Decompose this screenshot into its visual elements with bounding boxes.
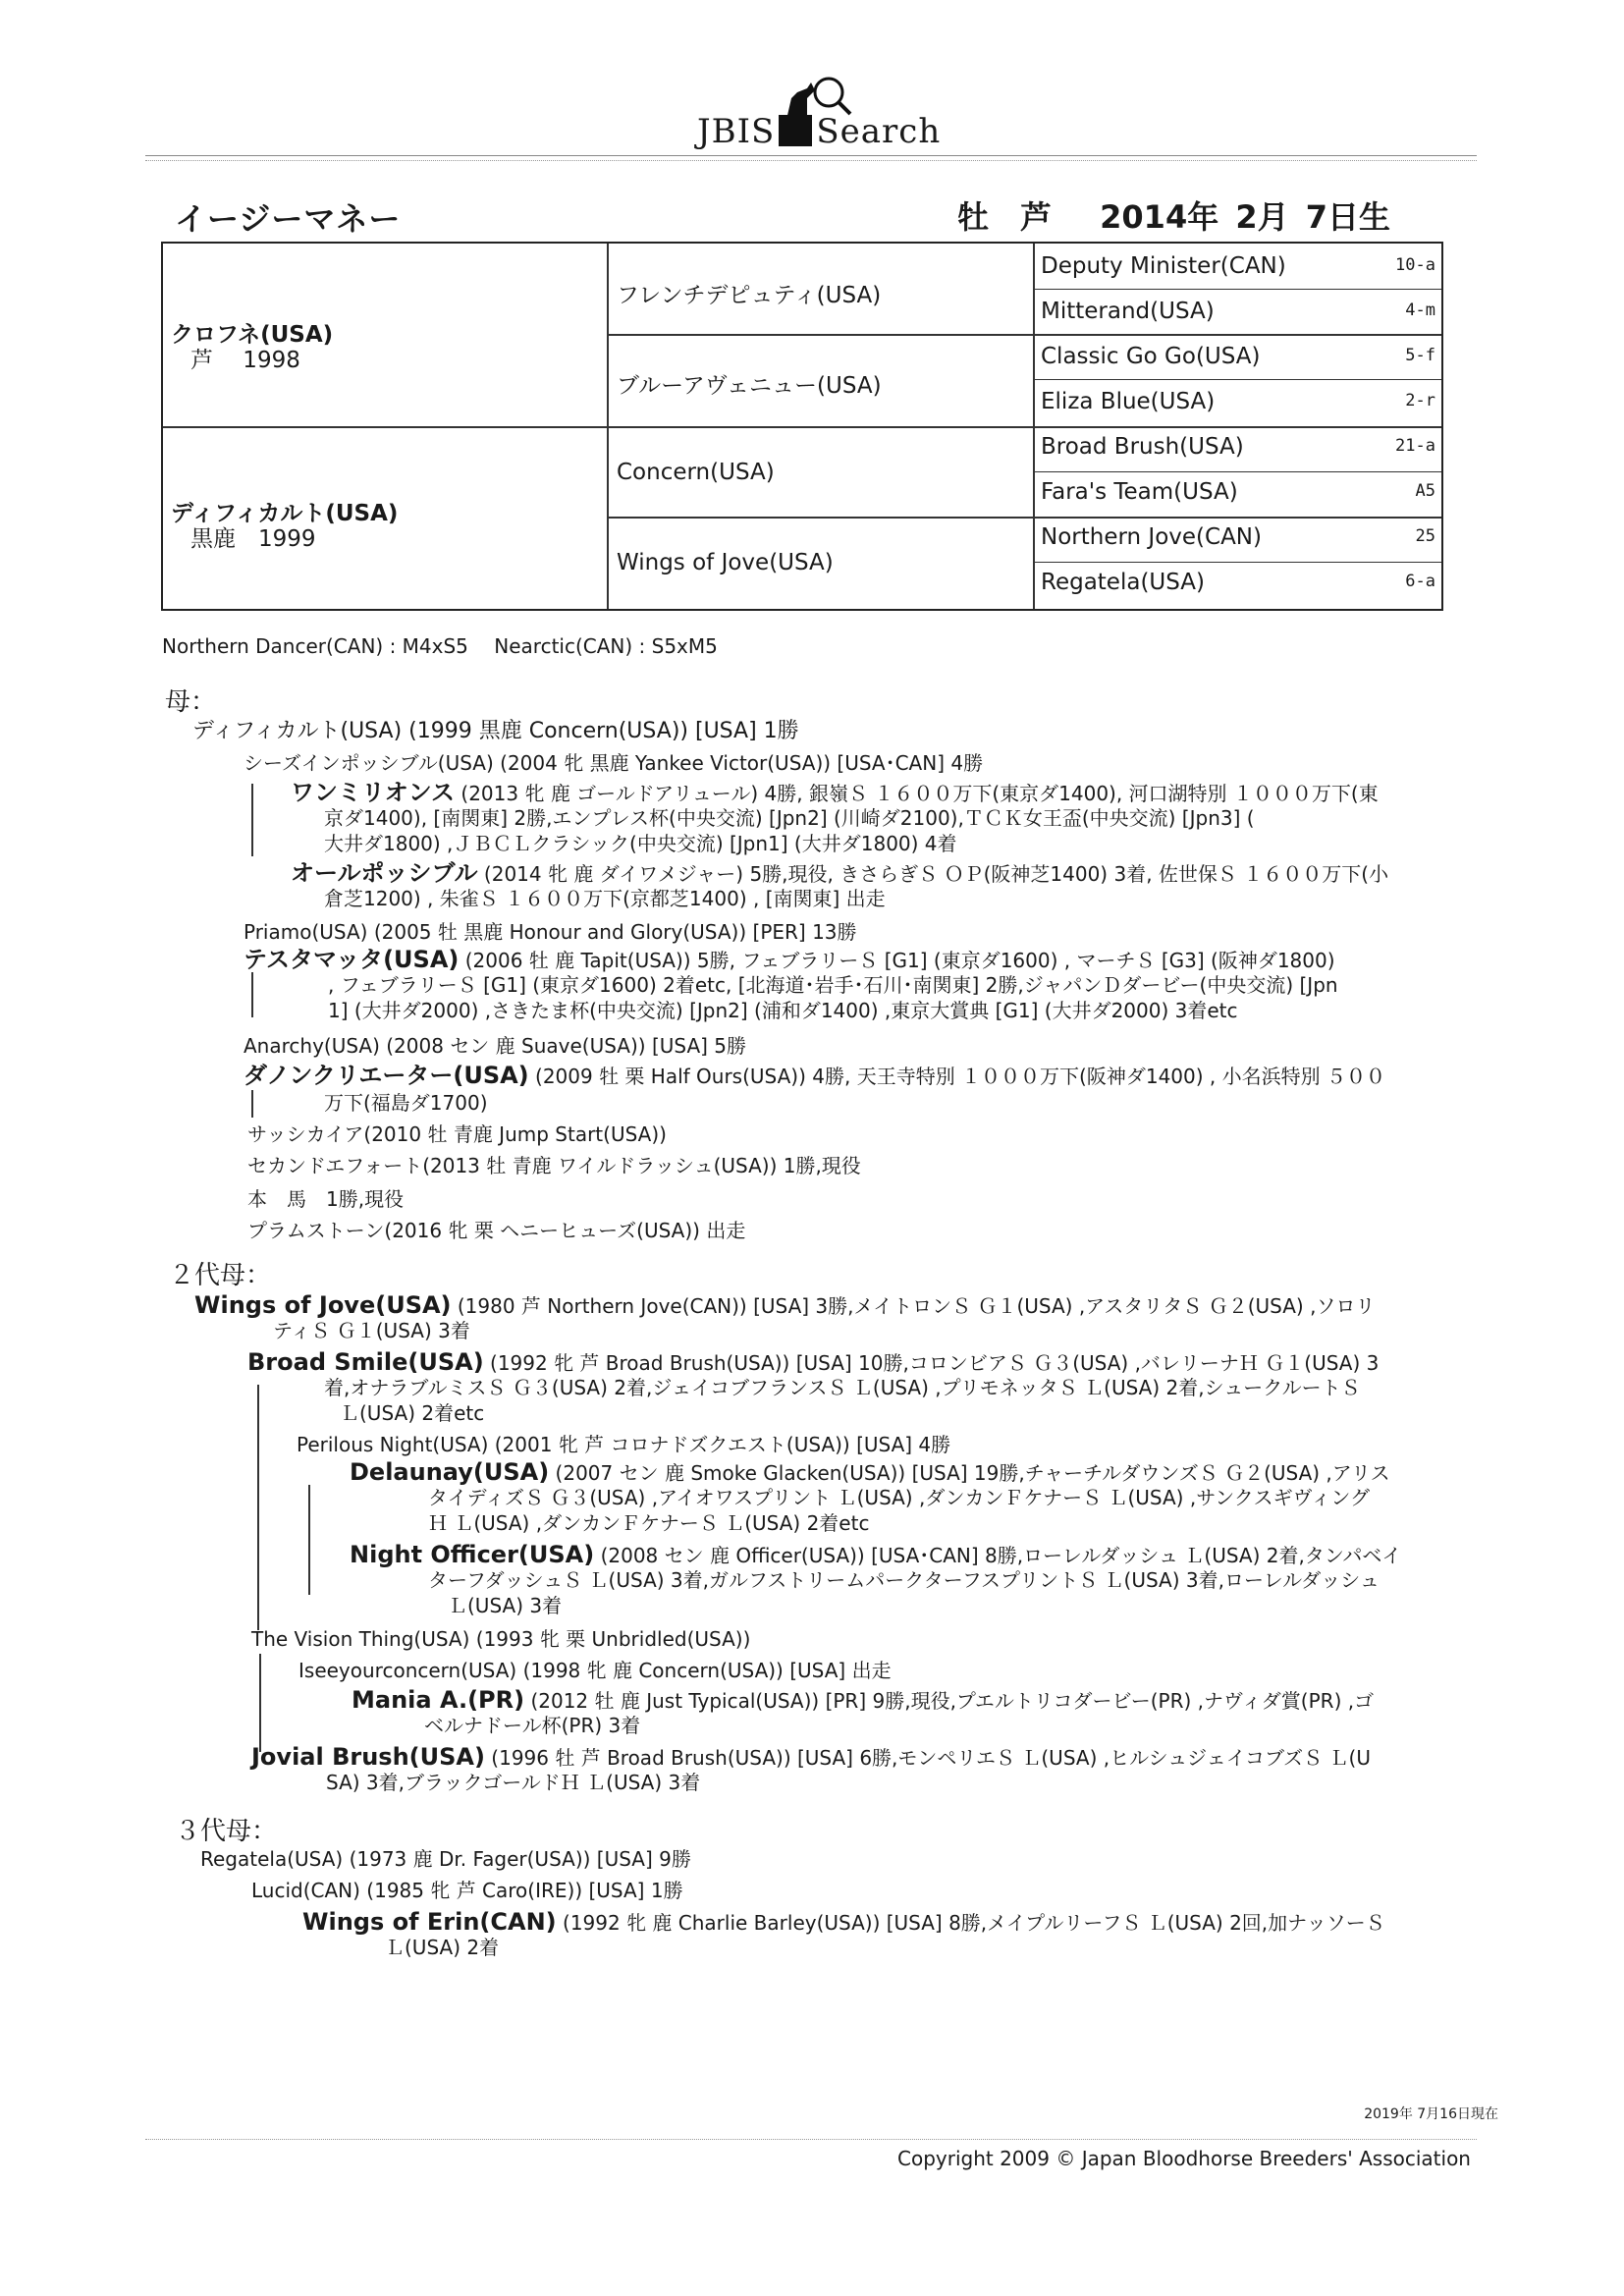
- offspring-record: Mania A.(PR) (2012 牡 鹿 Just Typical(USA)) [PR] 9勝,現役,プエルトリコダービー(PR) ,ナヴィダ賞(PR) ,ゴ: [352, 1686, 1375, 1714]
- horse-name-bold: オールポッシブル: [291, 859, 478, 887]
- family-number: 10-a: [1395, 255, 1435, 275]
- offspring-record: オールポッシブル (2014 牝 鹿 ダイワメジャー) 5勝,現役, きさらぎＳ ＯＰ(阪神芝1400) 3着, 佐世保Ｓ １６００万下(小: [291, 859, 1389, 887]
- offspring-record: ダノンクリエーター(USA) (2009 牡 栗 Half Ours(USA)) 4勝, 天王寺特別 １０００万下(阪神ダ1400) , 小名浜特別 ５００: [244, 1062, 1385, 1089]
- dam-color-year: 黒鹿 1999: [190, 526, 316, 552]
- offspring-record-cont: Ｈ Ｌ(USA) ,ダンカンＦケナーＳ Ｌ(USA) 2着etc: [428, 1511, 870, 1535]
- horse-name-bold: Wings of Jove(USA): [194, 1291, 452, 1319]
- gen3-ancestor: Deputy Minister(CAN): [1041, 253, 1286, 279]
- family-number: A5: [1415, 481, 1435, 501]
- horse-name-bold: テスタマッタ(USA): [244, 946, 460, 973]
- offspring-record-cont: Ｌ(USA) 2着etc: [340, 1401, 485, 1425]
- offspring-record-cont: 1] (大井ダ2000) ,さきたま杯(中央交流) [Jpn2] (浦和ダ1400) ,東京大賞典 [G1] (大井ダ2000) 3着etc: [328, 999, 1238, 1022]
- section-dam: 母：: [165, 687, 217, 717]
- offspring-record: サッシカイア(2010 牡 青鹿 Jump Start(USA)): [247, 1122, 667, 1146]
- offspring-record-cont: , フェブラリーＳ [G1] (東京ダ1600) 2着etc, [北海道･岩手･石川･南関東] 2勝,ジャパンＤダービー(中央交流) [Jpn: [328, 973, 1338, 997]
- lineage-bar: [257, 1385, 259, 1630]
- horse-sex-color-birthdate: 牡 芦 2014年 2月 7日生: [957, 198, 1391, 236]
- gen2-dam-sire: Concern(USA): [617, 460, 775, 485]
- offspring-record: テスタマッタ(USA) (2006 牡 鹿 Tapit(USA)) 5勝, フェブラリーＳ [G1] (東京ダ1600) , マーチＳ [G3] (阪神ダ1800): [244, 946, 1335, 973]
- header-rule: [145, 155, 1477, 156]
- horse-name-bold: Mania A.(PR): [352, 1686, 525, 1714]
- gen3-ancestor: Mitterand(USA): [1041, 299, 1215, 324]
- offspring-record: ワンミリオンス (2013 牝 鹿 ゴールドアリュール) 4勝, 銀嶺Ｓ １６００万下(東京ダ1400), 河口湖特別 １０００万下(東: [291, 779, 1379, 806]
- gen2-sire-sire: フレンチデピュティ(USA): [617, 283, 882, 308]
- lineage-bar: [251, 972, 253, 1017]
- family-number: 25: [1415, 526, 1435, 546]
- family-number: 6-a: [1405, 572, 1435, 591]
- gen3-ancestor: Northern Jove(CAN): [1041, 524, 1262, 550]
- gen3-ancestor: Classic Go Go(USA): [1041, 344, 1261, 369]
- lineage-bar: [251, 1090, 253, 1118]
- pedigree-table: [161, 242, 1443, 611]
- as-of-date: 2019年 7月16日現在: [1364, 2106, 1498, 2122]
- horse-name-bold: ワンミリオンス: [291, 779, 456, 806]
- offspring-record: Anarchy(USA) (2008 セン 鹿 Suave(USA)) [USA] 5勝: [244, 1034, 747, 1058]
- offspring-record-cont: 着,オナラブルミスＳ Ｇ３(USA) 2着,ジェイコブフランスＳ Ｌ(USA) ,プリモネッタＳ Ｌ(USA) 2着,シュークルートＳ: [324, 1376, 1361, 1399]
- jbis-search-logo: [687, 69, 952, 157]
- offspring-record: Priamo(USA) (2005 牡 黒鹿 Honour and Glory(USA)) [PER] 13勝: [244, 920, 857, 944]
- sire-name: クロフネ(USA): [171, 322, 334, 348]
- this-horse-record: 本 馬 1勝,現役: [247, 1187, 405, 1211]
- offspring-record-cont: 倉芝1200) , 朱雀Ｓ １６００万下(京都芝1400) , [南関東] 出走: [324, 887, 886, 910]
- second-dam-record-cont: ティＳ Ｇ１(USA) 3着: [273, 1319, 470, 1342]
- offspring-record: Night Officer(USA) (2008 セン 鹿 Officer(USA)) [USA･CAN] 8勝,ローレルダッシュ Ｌ(USA) 2着,タンパベイ: [350, 1541, 1402, 1568]
- offspring-record-cont: 万下(福島ダ1700): [324, 1091, 488, 1115]
- horse-name: イージーマネー: [175, 200, 402, 238]
- gen3-ancestor: Regatela(USA): [1041, 570, 1205, 595]
- section-second-dam: ２代母：: [169, 1261, 272, 1290]
- lineage-bar: [259, 1654, 261, 1752]
- horse-name-bold: Night Officer(USA): [350, 1541, 595, 1568]
- offspring-record: セカンドエフォート(2013 牡 青鹿 ワイルドラッシュ(USA)) 1勝,現役: [247, 1154, 861, 1177]
- logo-search: Search: [816, 112, 942, 151]
- gen3-ancestor: Eliza Blue(USA): [1041, 389, 1216, 414]
- family-number: 5-f: [1405, 346, 1435, 365]
- offspring-record: Wings of Erin(CAN) (1992 牝 鹿 Charlie Barley(USA)) [USA] 8勝,メイプルリーフＳ Ｌ(USA) 2回,加ナッソーＳ: [302, 1908, 1385, 1936]
- offspring-record-cont: ベルナドール杯(PR) 3着: [424, 1714, 641, 1737]
- dam-record: ディフィカルト(USA) (1999 黒鹿 Concern(USA)) [USA] 1勝: [192, 719, 799, 743]
- offspring-record-cont: 京ダ1400), [南関東] 2勝,エンプレス杯(中央交流) [Jpn2] (川崎ダ2100),ＴＣＫ女王盃(中央交流) [Jpn3] (: [324, 806, 1255, 830]
- horse-name-bold: ダノンクリエーター(USA): [244, 1062, 529, 1089]
- offspring-record: Delaunay(USA) (2007 セン 鹿 Smoke Glacken(USA)) [USA] 19勝,チャーチルダウンズＳ Ｇ２(USA) ,アリス: [350, 1458, 1390, 1486]
- family-number: 21-a: [1395, 436, 1435, 456]
- dam-name: ディフィカルト(USA): [171, 501, 399, 526]
- footer-rule: [145, 2139, 1477, 2140]
- gen2-dam-dam: Wings of Jove(USA): [617, 550, 834, 575]
- family-number: 4-m: [1405, 301, 1435, 320]
- offspring-record-cont: SA) 3着,ブラックゴールドＨ Ｌ(USA) 3着: [326, 1771, 701, 1794]
- horse-name-bold: Delaunay(USA): [350, 1458, 550, 1486]
- family-number: 2-r: [1405, 391, 1435, 410]
- offspring-record-cont: 大井ダ1800) ,ＪＢＣＬクラシック(中央交流) [Jpn1] (大井ダ1800) 4着: [324, 832, 957, 855]
- gen3-ancestor: Broad Brush(USA): [1041, 434, 1244, 460]
- offspring-record: Jovial Brush(USA) (1996 牡 芦 Broad Brush(USA)) [USA] 6勝,モンペリエＳ Ｌ(USA) ,ヒルシュジェイコブズＳ Ｌ(U: [251, 1743, 1371, 1771]
- offspring-record-cont: タイディズＳ Ｇ３(USA) ,アイオワスプリント Ｌ(USA) ,ダンカンＦケナーＳ Ｌ(USA) ,サンクスギヴィング: [428, 1486, 1370, 1509]
- horse-name-bold: Wings of Erin(CAN): [302, 1908, 557, 1936]
- offspring-record: プラムストーン(2016 牝 栗 ヘニーヒューズ(USA)) 出走: [247, 1219, 746, 1242]
- logo-box-icon: [779, 115, 812, 146]
- copyright: Copyright 2009 © Japan Bloodhorse Breeders' Association: [897, 2147, 1471, 2170]
- offspring-record-cont: ターフダッシュＳ Ｌ(USA) 3着,ガルフストリームパークターフスプリントＳ Ｌ(USA) 3着,ローレルダッシュ: [428, 1568, 1380, 1592]
- offspring-record: Lucid(CAN) (1985 牝 芦 Caro(IRE)) [USA] 1勝: [251, 1879, 683, 1902]
- lineage-bar: [308, 1485, 310, 1595]
- sire-color-year: 芦 1998: [190, 348, 300, 373]
- inbreeding-note: Northern Dancer(CAN) : M4xS5 Nearctic(CAN) : S5xM5: [162, 634, 718, 658]
- offspring-record: シーズインポッシブル(USA) (2004 牝 黒鹿 Yankee Victor(USA)) [USA･CAN] 4勝: [244, 751, 984, 775]
- header-rule-dotted: [145, 160, 1477, 161]
- offspring-record-cont: Ｌ(USA) 3着: [448, 1594, 563, 1617]
- offspring-record-cont: Ｌ(USA) 2着: [385, 1936, 500, 1959]
- lineage-bar: [251, 784, 253, 856]
- second-dam-record: Wings of Jove(USA) (1980 芦 Northern Jove(CAN)) [USA] 3勝,メイトロンＳ Ｇ１(USA) ,アスタリタＳ Ｇ２(USA) ,ソロリ: [194, 1291, 1376, 1319]
- gen3-ancestor: Fara's Team(USA): [1041, 479, 1238, 505]
- offspring-record: Iseeyourconcern(USA) (1998 牝 鹿 Concern(USA)) [USA] 出走: [298, 1659, 892, 1682]
- logo-jbis: JBIS: [697, 112, 776, 151]
- horse-name-bold: Jovial Brush(USA): [251, 1743, 485, 1771]
- offspring-record: Broad Smile(USA) (1992 牝 芦 Broad Brush(USA)) [USA] 10勝,コロンビアＳ Ｇ３(USA) ,バレリーナＨ Ｇ１(USA) 3: [247, 1348, 1380, 1376]
- gen2-sire-dam: ブルーアヴェニュー(USA): [617, 373, 882, 399]
- section-third-dam: ３代母：: [175, 1817, 278, 1846]
- third-dam-record: Regatela(USA) (1973 鹿 Dr. Fager(USA)) [USA] 9勝: [200, 1847, 691, 1871]
- offspring-record: Perilous Night(USA) (2001 牝 芦 コロナドズクエスト(USA)) [USA] 4勝: [297, 1433, 951, 1456]
- horse-name-bold: Broad Smile(USA): [247, 1348, 484, 1376]
- offspring-record: The Vision Thing(USA) (1993 牝 栗 Unbridled(USA)): [251, 1627, 751, 1651]
